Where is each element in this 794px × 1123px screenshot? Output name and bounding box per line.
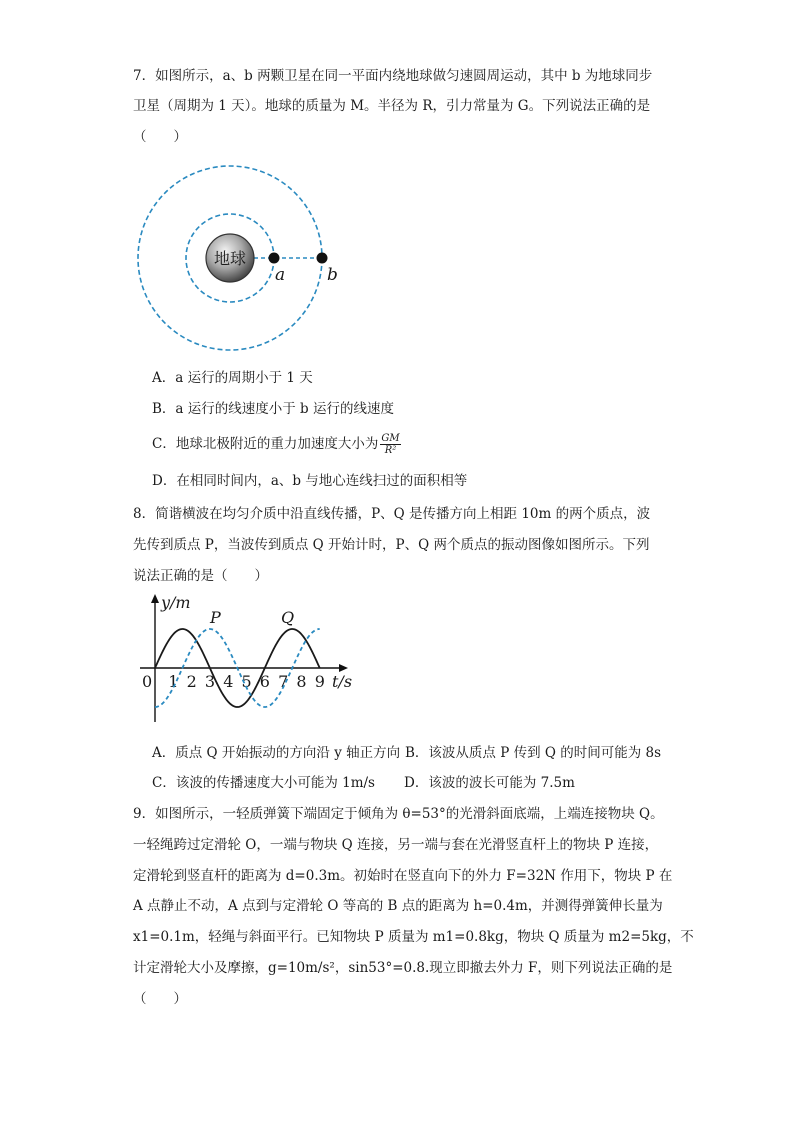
q9-line-4: A 点静止不动，A 点到与定滑轮 O 等高的 B 点的距离为 h=0.4m，并测得弹簧伸长量为 xyxy=(133,898,663,914)
q8-vibration-chart xyxy=(130,590,370,730)
series-q-label: Q xyxy=(281,608,295,627)
q7-option-b: B．a 运行的线速度小于 b 运行的线速度 xyxy=(152,401,394,417)
origin-label: 0 xyxy=(142,672,153,691)
q8-option-c: C．该波的传播速度大小可能为 1m/s xyxy=(152,775,375,791)
x-tick-label: 8 xyxy=(296,672,307,691)
satellite-b xyxy=(317,253,328,264)
series-p-label: P xyxy=(210,608,221,627)
q7-option-c-text: C．地球北极附近的重力加速度大小为 xyxy=(152,436,379,452)
q7-line-2: 卫星（周期为 1 天）。地球的质量为 M。半径为 R，引力常量为 G。下列说法正确的是 xyxy=(133,98,651,114)
q8-option-d: D．该波的波长可能为 7.5m xyxy=(404,775,575,791)
x-tick-label: 3 xyxy=(204,672,216,691)
x-tick-label: 7 xyxy=(278,672,289,691)
y-axis-arrow xyxy=(151,594,159,603)
q9-answer-blank: （ ） xyxy=(133,991,187,1007)
q7-answer-blank: （ ） xyxy=(133,129,187,145)
y-axis-label: y/m xyxy=(161,593,191,612)
q7-option-a: A．a 运行的周期小于 1 天 xyxy=(152,370,313,386)
earth-label: 地球 xyxy=(213,249,247,268)
satellite-b-label: b xyxy=(327,265,338,285)
q9-line-1: 9．如图所示，一轻质弹簧下端固定于倾角为 θ=53°的光滑斜面底端，上端连接物块 Q。 xyxy=(133,806,664,822)
x-tick-label: 6 xyxy=(259,672,270,691)
q7-option-c-fraction xyxy=(380,433,400,456)
x-tick-label: 4 xyxy=(223,672,234,691)
q7-line-1: 7．如图所示，a、b 两颗卫星在同一平面内绕地球做匀速圆周运动，其中 b 为地球同步 xyxy=(133,68,653,84)
x-tick-label: 1 xyxy=(168,672,179,691)
fraction-numerator: GM xyxy=(381,433,400,444)
q8-option-a: A．质点 Q 开始振动的方向沿 y 轴正方向 xyxy=(152,745,401,761)
fraction-denominator: R² xyxy=(384,445,397,456)
q8-option-b: B．该波从质点 P 传到 Q 的时间可能为 8s xyxy=(405,745,662,761)
x-axis-label: t/s xyxy=(332,672,353,691)
q9-line-5: x1=0.1m，轻绳与斜面平行。已知物块 P 质量为 m1=0.8kg，物块 Q 质量为 m2=5kg，不 xyxy=(133,929,694,945)
q7-orbit-figure xyxy=(130,160,360,360)
q8-line-2: 先传到质点 P，当波传到质点 Q 开始计时，P、Q 两个质点的振动图像如图所示。下列 xyxy=(133,537,650,553)
q9-line-3: 定滑轮到竖直杆的距离为 d=0.3m。初始时在竖直向下的外力 F=32N 作用下，物块 P 在 xyxy=(133,868,673,884)
q7-option-c xyxy=(152,433,401,456)
q9-line-2: 一轻绳跨过定滑轮 O，一端与物块 Q 连接，另一端与套在光滑竖直杆上的物块 P 连接， xyxy=(133,837,659,853)
q8-line-3: 说法正确的是（ ） xyxy=(133,568,268,584)
satellite-a-label: a xyxy=(275,265,286,285)
q7-option-d: D．在相同时间内，a、b 与地心连线扫过的面积相等 xyxy=(152,473,468,489)
x-tick-label: 9 xyxy=(314,672,325,691)
q9-line-6: 计定滑轮大小及摩擦，g=10m/s²，sin53°=0.8.现立即撤去外力 F，则下列说法正确的是 xyxy=(133,960,673,976)
x-axis-arrow xyxy=(339,664,348,672)
satellite-a xyxy=(269,253,280,264)
q8-line-1: 8．简谐横波在均匀介质中沿直线传播，P、Q 是传播方向上相距 10m 的两个质点，波 xyxy=(133,506,651,522)
x-tick-label: 2 xyxy=(186,672,197,691)
x-tick-label: 5 xyxy=(241,672,252,691)
